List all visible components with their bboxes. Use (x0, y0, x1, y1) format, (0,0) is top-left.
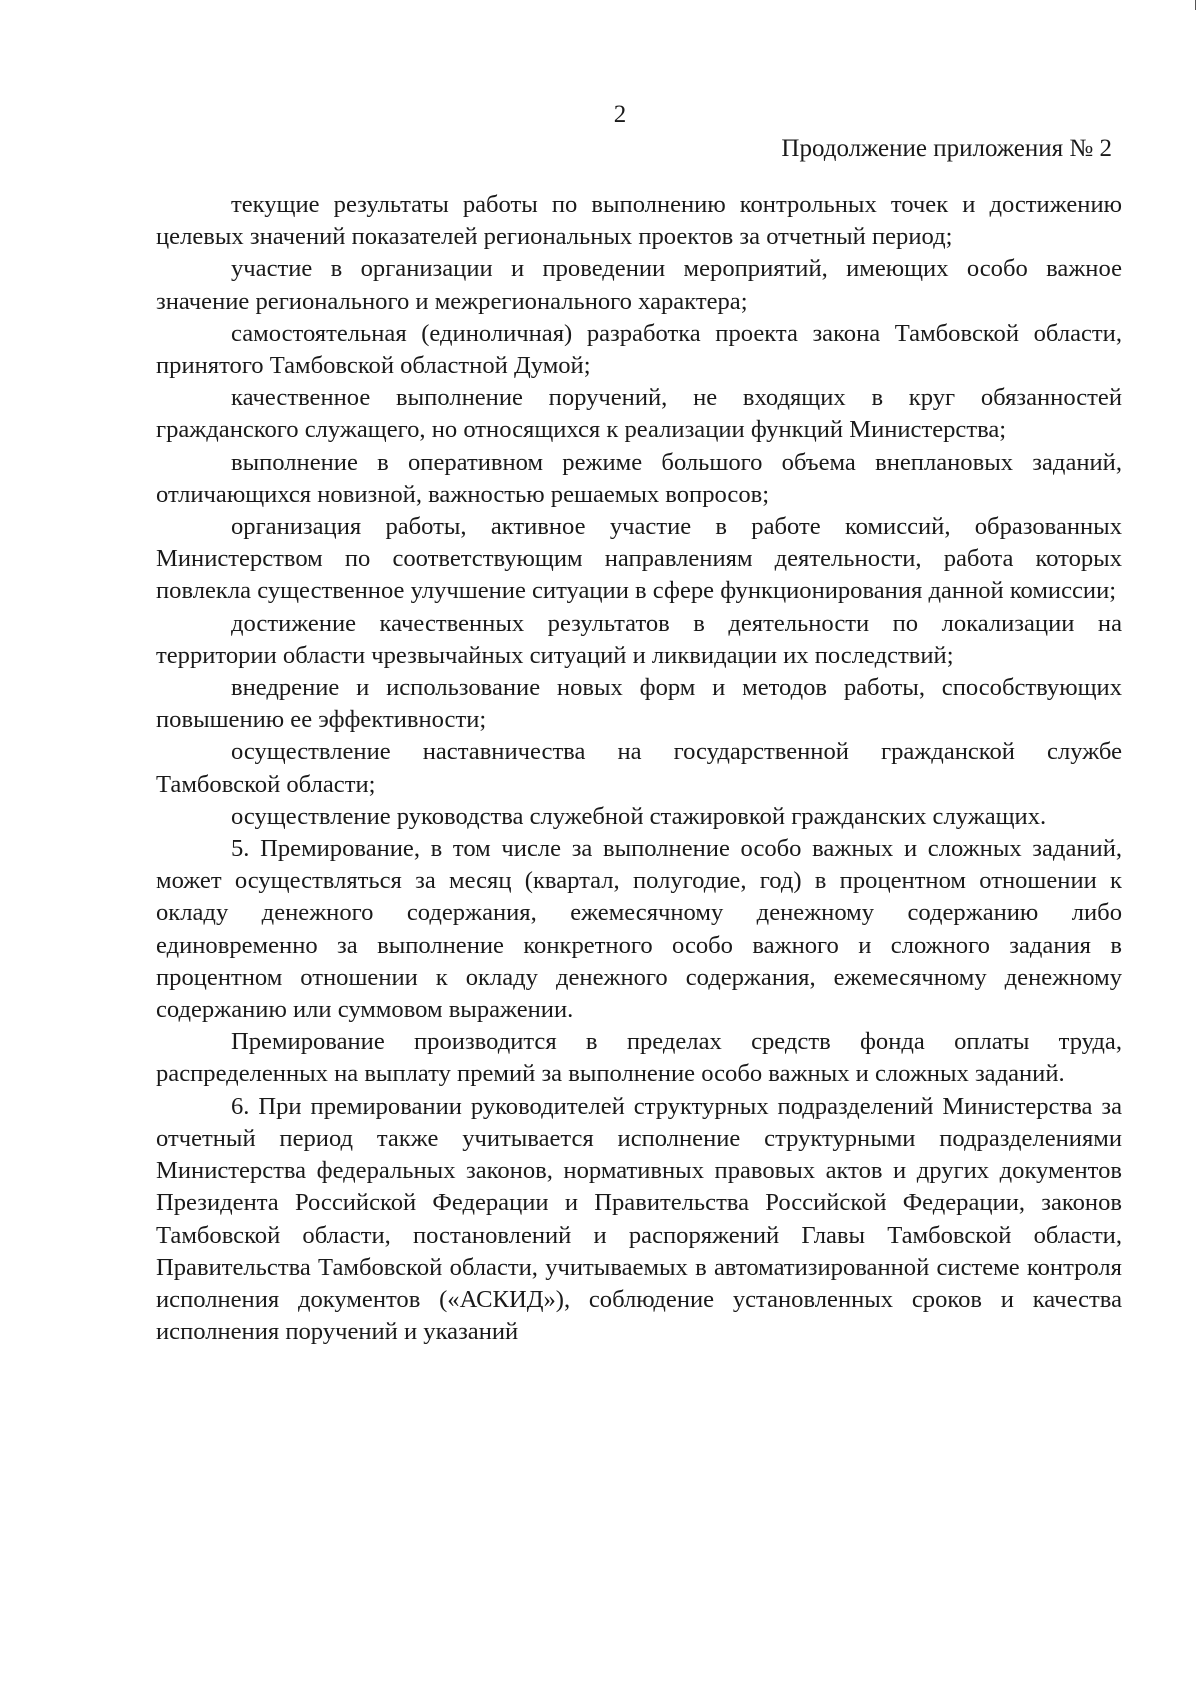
paragraph: организация работы, активное участие в работе комиссий, образованных Министерством по соответствующим направлениям деятельности, работа которых повлекла существенное улучшение ситуации в сфере функционирования данной комиссии; (156, 513, 1122, 605)
paragraph: внедрение и использование новых форм и методов работы, способствующих повышению ее эффективности; (156, 674, 1122, 734)
section-5-paragraph: 5. Премирование, в том числе за выполнение особо важных и сложных заданий, может осуществляться за месяц (квартал, полугодие, год) в процентном отношении к окладу денежного содержания, ежемесячному денежному содержанию либо единовременно за выполнение конкретного особо важного и сложного задания в процентном отношении к окладу денежного содержания, ежемесячному денежному содержанию или суммовом выражении. (156, 835, 1122, 1024)
section-6-paragraph: 6. При премировании руководителей структурных подразделений Министерства за отчетный период также учитывается исполнение структурными подразделениями Министерства федеральных законов, нормативных правовых актов и других документов Президента Российской Федерации и Правительства Российской Федерации, законов Тамбовской области, постановлений и распоряжений Главы Тамбовской области, Правительства Тамбовской области, учитываемых в автоматизированной системе контроля исполнения документов («АСКИД»), соблюдение установленных сроков и качества исполнения поручений и указаний (156, 1092, 1122, 1346)
scan-edge-mark (1195, 0, 1196, 10)
paragraph: осуществление руководства служебной стажировкой гражданских служащих. (231, 802, 1047, 830)
paragraph: самостоятельная (единоличная) разработка проекта закона Тамбовской области, принятого Тамбовской областной Думой; (156, 319, 1122, 380)
paragraph: качественное выполнение поручений, не входящих в круг обязанностей гражданского служащего, но относящихся к реализации функций Министерства; (156, 384, 1122, 444)
paragraph: текущие результаты работы по выполнению контрольных точек и достижению целевых значений показателей региональных проектов за отчетный период; (156, 191, 1122, 251)
paragraph: достижение качественных результатов в деятельности по локализации на территории области чрезвычайных ситуаций и ликвидации их последствий; (156, 609, 1122, 669)
appendix-continuation-label: Продолжение приложения № 2 (781, 135, 1112, 162)
paragraph: участие в организации и проведении мероприятий, имеющих особо важное значение регионального и межрегионального характера; (156, 255, 1122, 315)
page-number: 2 (613, 101, 627, 128)
paragraph: осуществление наставничества на государственной гражданской службе Тамбовской области; (156, 738, 1122, 798)
paragraph: Премирование производится в пределах средств фонда оплаты труда, распределенных на выплату премий за выполнение особо важных и сложных заданий. (156, 1028, 1122, 1088)
paragraph: выполнение в оперативном режиме большого объема внеплановых заданий, отличающихся новизной, важностью решаемых вопросов; (156, 448, 1122, 508)
document-body (156, 189, 1122, 1348)
